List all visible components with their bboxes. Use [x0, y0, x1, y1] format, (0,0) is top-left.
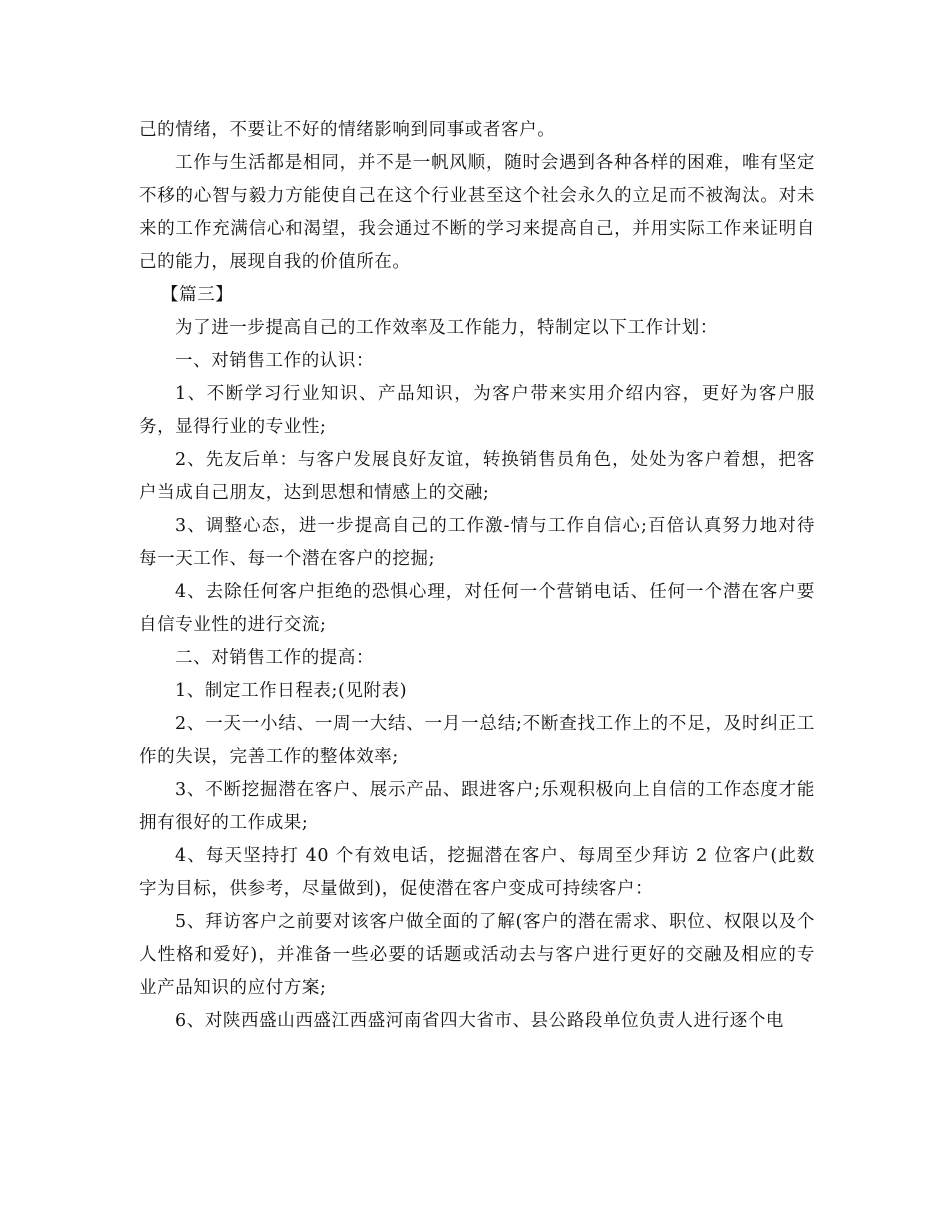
list-item: 1、不断学习行业知识、产品知识，为客户带来实用介绍内容，更好为客户服务，显得行业的专业性;: [139, 384, 815, 437]
section-heading: 【篇三】: [161, 285, 234, 305]
list-item: 1、制定工作日程表;(见附表): [175, 681, 408, 701]
paragraph-1: 己的情绪，不要让不好的情绪影响到同事或者客户。: [139, 120, 556, 140]
paragraph-2: 工作与生活都是相同，并不是一帆风顺，随时会遇到各种各样的困难，唯有坚定不移的心智与毅力方能使自己在这个行业甚至这个社会永久的立足而不被淘汰。对未来的工作充满信心和渴望，我会通过不断的学习来提高自己，并用实际工作来证明自己的能力，展现自我的价值所在。: [139, 153, 815, 272]
subheading-2: 二、对销售工作的提高：: [175, 648, 375, 668]
list-item: 3、调整心态，进一步提高自己的工作激-情与工作自信心;百倍认真努力地对待每一天工作、每一个潜在客户的挖掘;: [139, 516, 815, 569]
list-item: 5、拜访客户之前要对该客户做全面的了解(客户的潜在需求、职位、权限以及个人性格和爱好)，并准备一些必要的话题或活动去与客户进行更好的交融及相应的专业产品知识的应付方案;: [139, 912, 815, 998]
list-item: 3、不断挖掘潜在客户、展示产品、跟进客户;乐观积极向上自信的工作态度才能拥有很好的工作成果;: [139, 780, 815, 833]
subheading-1: 一、对销售工作的认识：: [175, 351, 375, 371]
document-page: [139, 114, 815, 1038]
list-item: 2、一天一小结、一周一大结、一月一总结;不断查找工作上的不足，及时纠正工作的失误，完善工作的整体效率;: [139, 714, 815, 767]
list-item: 6、对陕西盛山西盛江西盛河南省四大省市、县公路段单位负责人进行逐个电: [175, 1011, 785, 1031]
list-item: 2、先友后单：与客户发展良好友谊，转换销售员角色，处处为客户着想，把客户当成自己朋友，达到思想和情感上的交融;: [139, 450, 815, 503]
list-item: 4、每天坚持打 40 个有效电话，挖掘潜在客户、每周至少拜访 2 位客户(此数字为目标，供参考，尽量做到)，促使潜在客户变成可持续客户：: [139, 846, 815, 899]
list-item: 4、去除任何客户拒绝的恐惧心理，对任何一个营销电话、任何一个潜在客户要自信专业性的进行交流;: [139, 582, 815, 635]
paragraph-intro: 为了进一步提高自己的工作效率及工作能力，特制定以下工作计划：: [175, 318, 718, 338]
